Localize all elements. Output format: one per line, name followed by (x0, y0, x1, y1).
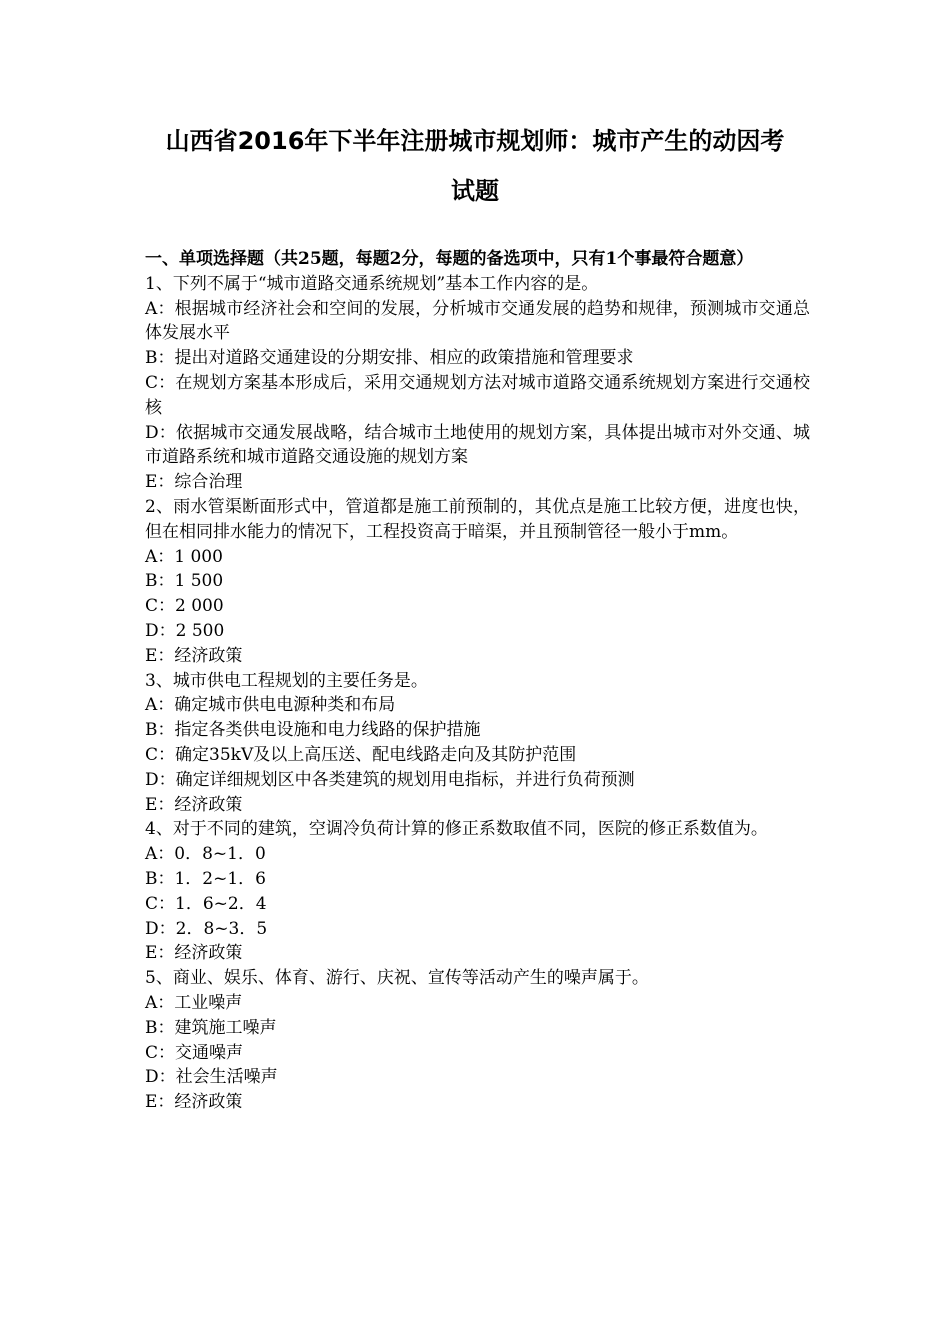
option-b: B：建筑施工噪声 (145, 1017, 277, 1038)
option-b: B：1．2~1．6 (145, 868, 267, 889)
option-c: C：2 000 (145, 596, 224, 617)
option-b: B：指定各类供电设施和电力线路的保护措施 (145, 720, 481, 741)
document-body (145, 247, 810, 1115)
option-d: D：2 500 (145, 620, 225, 641)
option-a: A：工业噪声 (145, 992, 243, 1013)
option-e: E：综合治理 (145, 472, 243, 493)
document-title-line-1: 山西省2016年下半年注册城市规划师：城市产生的动因考 (165, 127, 785, 155)
option-e: E：经济政策 (145, 794, 243, 815)
question-3 (145, 669, 810, 818)
option-d: D：依据城市交通发展战略，结合城市土地使用的规划方案，具体提出城市对外交通、城市道路系统和城市道路交通设施的规划方案 (145, 422, 810, 468)
option-a: A：0．8~1．0 (145, 844, 266, 865)
option-a: A：根据城市经济社会和空间的发展，分析城市交通发展的趋势和规律，预测城市交通总体发展水平 (145, 298, 810, 344)
question-4 (145, 817, 810, 966)
document-title (100, 116, 850, 216)
option-e: E：经济政策 (145, 943, 243, 964)
question-2 (145, 495, 810, 669)
question-stem: 2、雨水管渠断面形式中，管道都是施工前预制的，其优点是施工比较方便，进度也快，但在相同排水能力的情况下，工程投资高于暗渠，并且预制管径一般小于mm。 (145, 496, 810, 542)
question-1 (145, 272, 810, 495)
option-d: D：2．8~3．5 (145, 918, 268, 939)
question-stem: 5、商业、娱乐、体育、游行、庆祝、宣传等活动产生的噪声属于。 (145, 968, 649, 989)
option-b: B：1 500 (145, 571, 224, 592)
question-5 (145, 966, 810, 1115)
option-e: E：经济政策 (145, 645, 243, 666)
option-d: D：社会生活噪声 (145, 1067, 278, 1088)
option-c: C：1．6~2．4 (145, 893, 267, 914)
option-a: A：确定城市供电电源种类和布局 (145, 695, 396, 716)
document-title-line-2: 试题 (451, 177, 499, 205)
option-c: C：确定35kV及以上高压送、配电线路走向及其防护范围 (145, 744, 577, 765)
option-a: A：1 000 (145, 546, 223, 567)
question-stem: 3、城市供电工程规划的主要任务是。 (145, 670, 428, 691)
option-b: B：提出对道路交通建设的分期安排、相应的政策措施和管理要求 (145, 348, 634, 369)
question-stem: 4、对于不同的建筑，空调冷负荷计算的修正系数取值不同，医院的修正系数值为。 (145, 819, 768, 840)
section-heading: 一、单项选择题（共25题，每题2分，每题的备选项中，只有1个事最符合题意） (145, 249, 754, 269)
option-c: C：在规划方案基本形成后，采用交通规划方法对城市道路交通系统规划方案进行交通校核 (145, 372, 810, 418)
option-d: D：确定详细规划区中各类建筑的规划用电指标，并进行负荷预测 (145, 769, 635, 790)
option-e: E：经济政策 (145, 1092, 243, 1113)
question-stem: 1、下列不属于“城市道路交通系统规划”基本工作内容的是。 (145, 273, 599, 294)
option-c: C：交通噪声 (145, 1042, 244, 1063)
